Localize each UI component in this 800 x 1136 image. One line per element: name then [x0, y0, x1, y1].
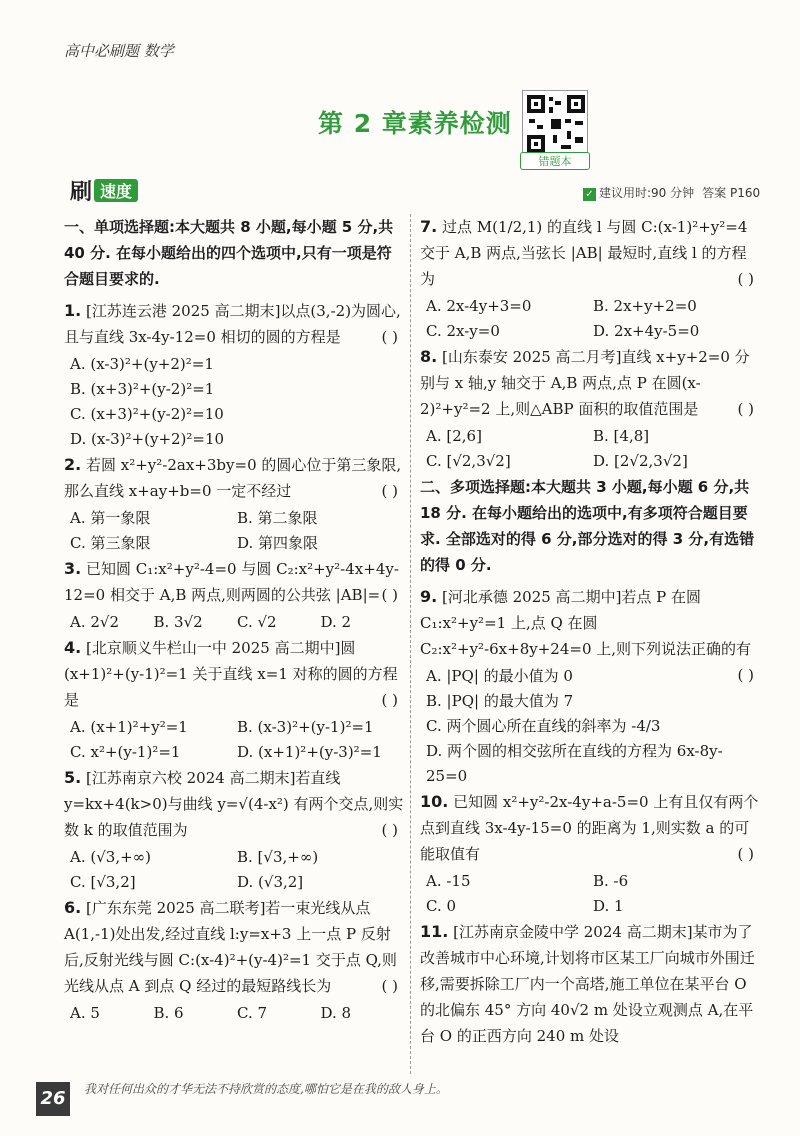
speed-badge — [70, 178, 138, 205]
question-text: [北京顺义牛栏山一中 2025 高二期中]圆(x+1)²+(y-1)²=1 关于直线 x=1 对称的圆的方程是 — [64, 639, 398, 709]
option-a: A. [2,6] — [426, 427, 482, 445]
options-5 — [64, 845, 404, 895]
options-10 — [420, 869, 760, 919]
option-b: B. 3√2 — [153, 613, 203, 631]
option-c: C. 第三象限 — [70, 534, 151, 552]
question-text: [江苏南京六校 2024 高二期末]若直线 y=kx+4(k>0)与曲线 y=√(4-x²) 有两个交点,则实数 k 的取值范围为 — [64, 769, 404, 839]
options-3 — [64, 610, 404, 635]
question-number: 1. — [64, 301, 82, 320]
chapter-title: 第 2 章素养检测 — [318, 109, 512, 138]
suggested-time: 建议用时:90 分钟 — [599, 186, 695, 200]
question-text: [山东泰安 2025 高二月考]直线 x+y+2=0 分别与 x 轴,y 轴交于 A,B 两点,点 P 在圆(x-2)²+y²=2 上,则△ABP 面积的取值范围是 — [420, 348, 750, 418]
question-11 — [420, 919, 760, 1049]
answer-blank: ( ) — [381, 691, 398, 709]
answer-blank: ( ) — [737, 845, 754, 863]
option-c: C. [√3,2] — [70, 873, 136, 891]
option-d: D. 第四象限 — [237, 534, 319, 552]
options-6 — [64, 1001, 404, 1026]
option-d: D. 两个圆的相交弦所在直线的方程为 6x-8y-25=0 — [426, 742, 723, 785]
question-number: 4. — [64, 638, 82, 657]
option-b: B. [4,8] — [593, 427, 650, 445]
check-icon: ✓ — [583, 188, 596, 201]
question-text: 已知圆 C₁:x²+y²-4=0 与圆 C₂:x²+y²-4x+4y-12=0 相交于 A,B 两点,则两圆的公共弦 |AB|= — [64, 560, 399, 604]
option-d: D. 2 — [320, 613, 352, 631]
page-number: 26 — [36, 1082, 70, 1116]
question-number: 10. — [420, 792, 449, 811]
answer-blank: ( ) — [381, 328, 398, 346]
option-b: B. -6 — [593, 872, 629, 890]
qr-label[interactable]: 错题本 — [520, 152, 590, 170]
option-a: A. |PQ| 的最小值为 0 — [426, 667, 573, 685]
option-a: A. -15 — [426, 872, 471, 890]
question-number: 3. — [64, 559, 82, 578]
question-number: 2. — [64, 455, 82, 474]
question-6 — [64, 895, 404, 999]
options-2 — [64, 506, 404, 556]
options-7 — [420, 294, 760, 344]
question-number: 8. — [420, 347, 438, 366]
options-1 — [64, 352, 404, 452]
answer-blank: ( ) — [381, 977, 398, 995]
question-number: 5. — [64, 768, 82, 787]
option-b: B. 2x+y+2=0 — [593, 297, 697, 315]
option-b: B. (x-3)²+(y-1)²=1 — [237, 718, 374, 736]
option-c: C. x²+(y-1)²=1 — [70, 743, 181, 761]
question-3 — [64, 556, 404, 608]
option-a: A. 2x-4y+3=0 — [426, 297, 532, 315]
question-number: 6. — [64, 898, 82, 917]
options-8 — [420, 424, 760, 474]
option-a: A. 5 — [70, 1004, 100, 1022]
section-heading-single-choice: 一、单项选择题:本大题共 8 小题,每小题 5 分,共 40 分. 在每小题给出的四个选项中,只有一项是符合题目要求的. — [64, 218, 394, 288]
question-2 — [64, 452, 404, 504]
question-text: [广东东莞 2025 高二联考]若一束光线从点 A(1,-1)处出发,经过直线 l:y=x+3 上一点 P 反射后,反射光线与圆 C:(x-4)²+(y-4)²=1 交于点 Q,则光线从点 A 到点 Q 经过的最短路线长为 — [64, 899, 397, 995]
section-heading-multi-choice: 二、多项选择题:本大题共 3 小题,每小题 6 分,共 18 分. 在每小题给出的选项中,有多项符合题目要求. 全部选对的得 6 分,部分选对的得 3 分,有选错的得 0 分. — [420, 478, 755, 574]
option-b: B. 6 — [153, 1004, 184, 1022]
option-c: C. 2x-y=0 — [426, 322, 500, 340]
right-column — [420, 214, 760, 1051]
footer-quote: 我对任何出众的才华无法不持欣赏的态度,哪怕它是在我的敌人身上。 — [84, 1082, 448, 1096]
question-text: [江苏南京金陵中学 2024 高二期末]某市为了改善城市中心环境,计划将市区某工厂向城市外围迁移,需要拆除工厂内一个高塔,施工单位在某平台 O 的北偏东 45° 方向 40√2 m 处设立观测点 A,在平台 O 的正西方向 240 m 处设 — [420, 923, 755, 1045]
column-divider — [410, 214, 411, 1074]
question-text: [江苏连云港 2025 高二期末]以点(3,-2)为圆心,且与直线 3x-4y-12=0 相切的圆的方程是 — [64, 302, 401, 346]
question-text: 若圆 x²+y²-2ax+3by=0 的圆心位于第三象限,那么直线 x+ay+b=0 一定不经过 — [64, 456, 402, 500]
options-4 — [64, 715, 404, 765]
question-number: 9. — [420, 587, 438, 606]
option-b: B. (x+3)²+(y-2)²=1 — [70, 380, 215, 398]
question-text: [河北承德 2025 高二期中]若点 P 在圆 C₁:x²+y²=1 上,点 Q 在圆 C₂:x²+y²-6x+8y+24=0 上,则下列说法正确的有 — [420, 588, 752, 658]
option-b: B. [√3,+∞) — [237, 848, 319, 866]
speed-label-big: 刷 — [70, 179, 93, 205]
answer-blank: ( ) — [381, 821, 398, 839]
question-8 — [420, 344, 760, 422]
option-b: B. |PQ| 的最大值为 7 — [426, 692, 574, 710]
option-d: D. (√3,2] — [237, 873, 304, 891]
book-title: 高中必刷题 数学 — [64, 42, 174, 60]
option-d: D. [2√2,3√2] — [593, 452, 688, 470]
options-9 — [420, 664, 738, 789]
question-10 — [420, 789, 760, 867]
left-column — [64, 214, 404, 1026]
question-text: 已知圆 x²+y²-2x-4y+a-5=0 上有且仅有两个点到直线 3x-4y-15=0 的距离为 1,则实数 a 的可能取值有 — [420, 793, 759, 863]
option-d: D. (x+1)²+(y-3)²=1 — [237, 743, 382, 761]
qr-code — [522, 90, 588, 156]
option-c: C. √2 — [237, 613, 277, 631]
option-a: A. 第一象限 — [70, 509, 151, 527]
option-c: C. 两个圆心所在直线的斜率为 -4/3 — [426, 717, 661, 735]
answer-blank: ( ) — [381, 586, 398, 604]
option-d: D. 8 — [320, 1004, 352, 1022]
question-1 — [64, 298, 404, 350]
question-5 — [64, 765, 404, 843]
question-7 — [420, 214, 760, 292]
option-a: A. (x-3)²+(y+2)²=1 — [70, 355, 214, 373]
option-a: A. (√3,+∞) — [70, 848, 152, 866]
option-c: C. (x+3)²+(y-2)²=10 — [70, 405, 224, 423]
question-number: 11. — [420, 922, 449, 941]
option-c: C. 0 — [426, 897, 457, 915]
answer-page: 答案 P160 — [702, 186, 761, 200]
option-d: D. 1 — [593, 897, 624, 915]
option-a: A. 2√2 — [70, 613, 120, 631]
answer-blank: ( ) — [381, 482, 398, 500]
option-d: D. 2x+4y-5=0 — [593, 322, 700, 340]
speed-label-small: 速度 — [94, 179, 138, 202]
answer-blank: ( ) — [737, 666, 754, 684]
option-c: C. [√2,3√2] — [426, 452, 511, 470]
question-4 — [64, 635, 404, 713]
question-text: 过点 M(1/2,1) 的直线 l 与圆 C:(x-1)²+y²=4 交于 A,B 两点,当弦长 |AB| 最短时,直线 l 的方程为 — [420, 218, 748, 288]
time-note — [583, 184, 760, 201]
answer-blank: ( ) — [737, 400, 754, 418]
option-b: B. 第二象限 — [237, 509, 318, 527]
option-d: D. (x-3)²+(y+2)²=10 — [70, 430, 225, 448]
option-a: A. (x+1)²+y²=1 — [70, 718, 188, 736]
option-c: C. 7 — [237, 1004, 268, 1022]
question-number: 7. — [420, 217, 438, 236]
answer-blank: ( ) — [737, 270, 754, 288]
